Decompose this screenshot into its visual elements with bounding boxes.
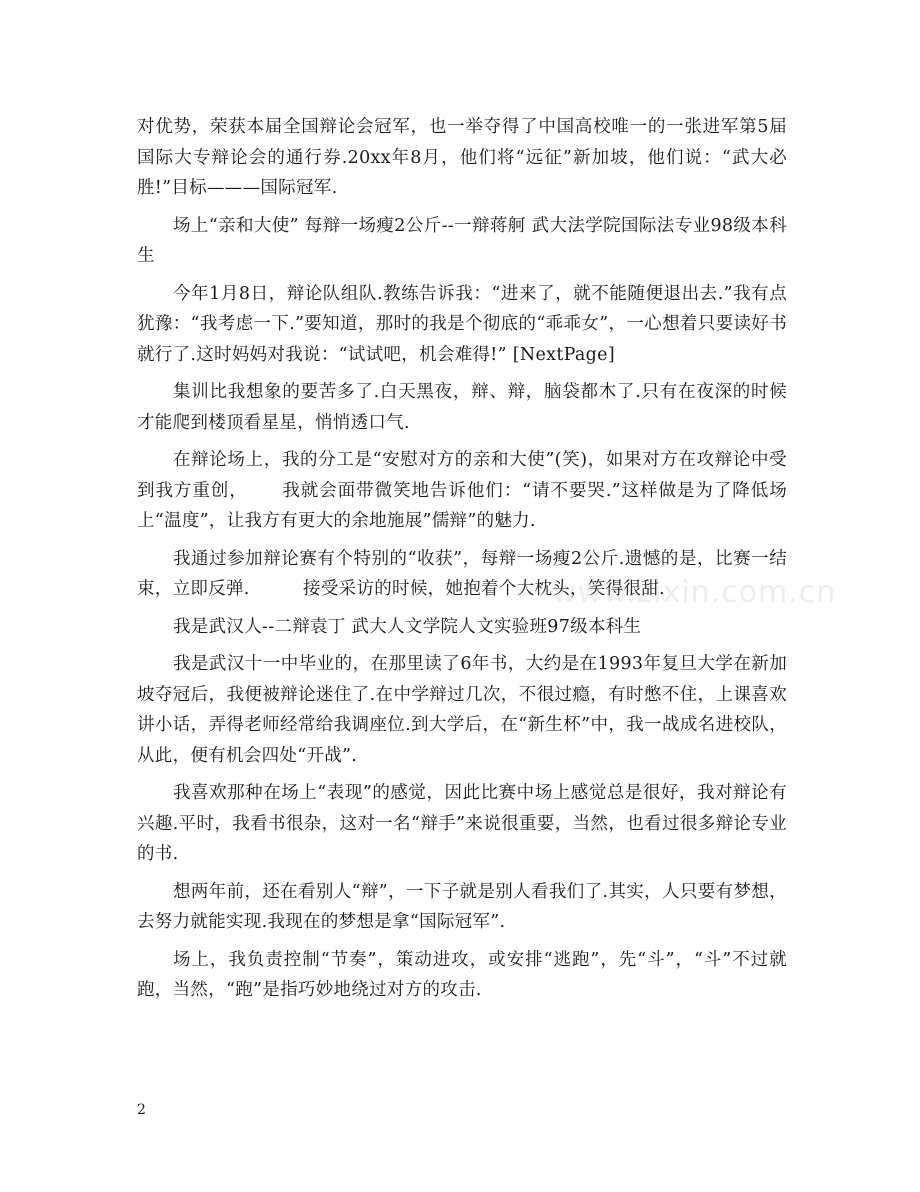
paragraph-section-heading-second-debater: 我是武汉人--二辩袁丁 武大人文学院人文实验班97级本科生 (173, 616, 642, 637)
paragraph-continuation: 对优势，荣获本届全国辩论会冠军，也一举夺得了中国高校唯一的一张进军第5届国际大专辩论会的通行券.20xx年8月，他们将“远征”新加坡，他们说：“武大必胜!”目标———国际冠军. (137, 117, 787, 198)
watermark: www.zixin.com.cn (552, 575, 837, 610)
paragraph: 我是武汉十一中毕业的，在那里读了6年书，大约是在1993年复旦大学在新加坡夺冠后，我便被辩论迷住了.在中学辩过几次，不很过瘾，有时憋不住，上课喜欢讲小话，弄得老师经常给我调座位.到大学后，在“新生杯”中，我一战成名进校队，从此，便有机会四处“开战”. (137, 654, 787, 766)
paragraph: 集训比我想象的要苦多了.白天黑夜，辩、辩，脑袋都木了.只有在夜深的时候才能爬到楼顶看星星，悄悄透口气. (137, 382, 787, 433)
document-body (137, 112, 787, 1013)
paragraph-section-heading-first-debater: 场上“亲和大使” 每辩一场瘦2公斤--一辩蒋舸 武大法学院国际法专业98级本科生 (137, 215, 787, 266)
paragraph: 我通过参加辩论赛有个特别的“收获”，每辩一场瘦2公斤.遗憾的是，比赛一结束，立即反弹. 接受采访的时候，她抱着个大枕头，笑得很甜. (137, 548, 787, 599)
paragraph: 我喜欢那种在场上“表现”的感觉，因此比赛中场上感觉总是很好，我对辩论有兴趣.平时，我看书很杂，这对一名“辩手”来说很重要，当然，也看过很多辩论专业的书. (137, 783, 787, 864)
paragraph: 场上，我负责控制“节奏”，策动进攻，或安排“逃跑”，先“斗”，“斗”不过就跑，当然，“跑”是指巧妙地绕过对方的攻击. (137, 949, 787, 1000)
page-number: 2 (137, 1102, 146, 1118)
paragraph: 在辩论场上，我的分工是“安慰对方的亲和大使”(笑)，如果对方在攻辩论中受到我方重创， 我就会面带微笑地告诉他们：“请不要哭.”这样做是为了降低场上“温度”，让我方有更大的余地施展”儒辩”的魅力. (137, 450, 787, 531)
paragraph: 想两年前，还在看别人“辩”，一下子就是别人看我们了.其实，人只要有梦想，去努力就能实现.我现在的梦想是拿“国际冠军”. (137, 881, 787, 932)
paragraph: 今年1月8日，辩论队组队.教练告诉我：“进来了，就不能随便退出去.”我有点犹豫：“我考虑一下.”要知道，那时的我是个彻底的“乖乖女”，一心想着只要读好书就行了.这时妈妈对我说：“试试吧，机会难得!” [NextPage] (137, 283, 787, 365)
